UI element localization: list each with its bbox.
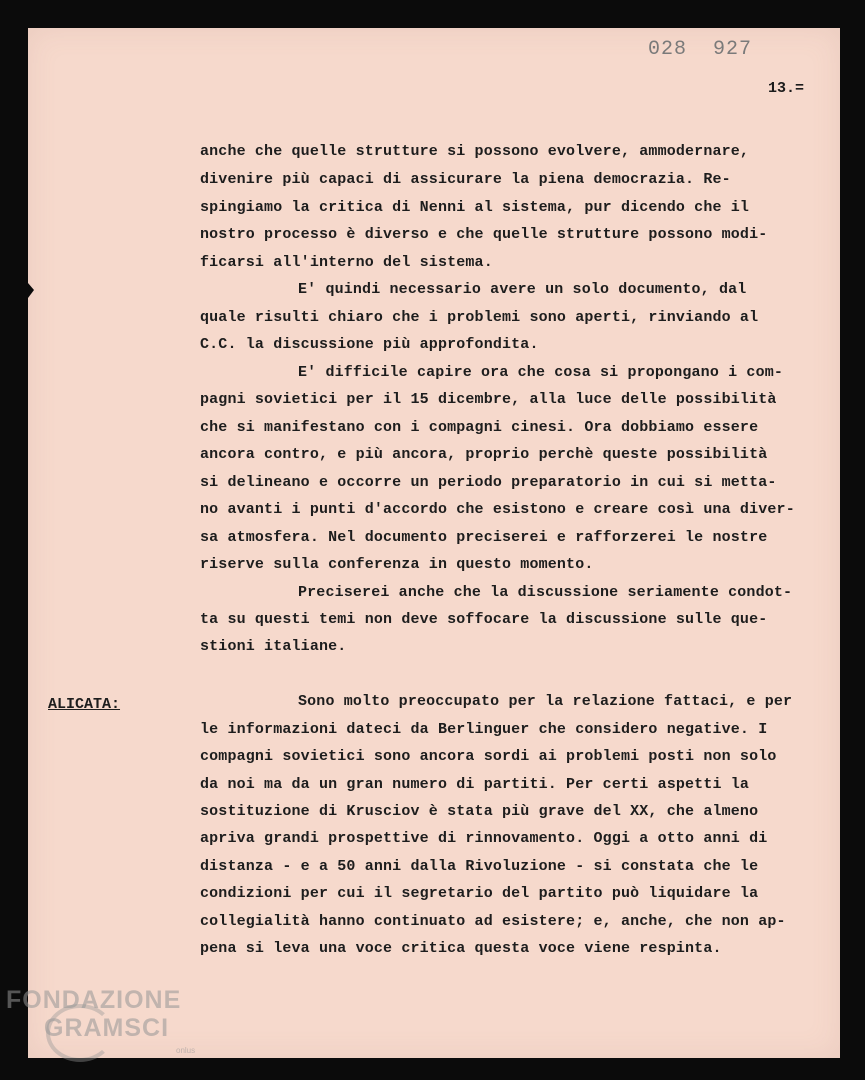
text-line: E' quindi necessario avere un solo documento, dal	[298, 281, 747, 298]
text-line: Preciserei anche che la discussione seriamente condot-	[298, 584, 793, 601]
text-line: ancora contro, e più ancora, proprio perchè queste possibilità	[200, 446, 768, 463]
archive-number-part: 028	[648, 38, 688, 61]
archive-number-part: 927	[713, 38, 753, 61]
text-line: E' difficile capire ora che cosa si propongano i com-	[298, 364, 784, 381]
text-line: nostro processo è diverso e che quelle strutture possono modi-	[200, 226, 768, 243]
fondazione-gramsci-logo	[6, 986, 226, 1066]
text-line: sostituzione di Krusciov è stata più grave del XX, che almeno	[200, 803, 759, 820]
text-line: compagni sovietici sono ancora sordi ai problemi posti non solo	[200, 748, 777, 765]
text-line: spingiamo la critica di Nenni al sistema, pur dicendo che il	[200, 199, 750, 216]
text-line: C.C. la discussione più approfondita.	[200, 336, 539, 353]
text-line: stioni italiane.	[200, 638, 347, 655]
text-line: ta su questi temi non deve soffocare la discussione sulle que-	[200, 611, 768, 628]
text-line: da noi ma da un gran numero di partiti. Per certi aspetti la	[200, 776, 750, 793]
text-line: pena si leva una voce critica questa voce viene respinta.	[200, 940, 722, 957]
speaker-name: ALICATA:	[48, 696, 121, 713]
text-line: collegialità hanno continuato ad esistere; e, anche, che non ap-	[200, 913, 786, 930]
logo-text-line: FONDAZIONE	[6, 986, 182, 1014]
text-line: pagni sovietici per il 15 dicembre, alla luce delle possibilità	[200, 391, 777, 408]
text-line: no avanti i punti d'accordo che esistono e creare così una diver-	[200, 501, 795, 518]
text-line: si delineano e occorre un periodo preparatorio in cui si metta-	[200, 474, 777, 491]
text-line: le informazioni dateci da Berlinguer che considero negative. I	[200, 721, 768, 738]
text-line: apriva grandi prospettive di rinnovamento. Oggi a otto anni di	[200, 830, 768, 847]
logo-text-line: onlus	[176, 1046, 196, 1055]
text-line: ficarsi all'interno del sistema.	[200, 254, 493, 271]
text-line: sa atmosfera. Nel documento preciserei e rafforzerei le nostre	[200, 529, 768, 546]
text-line: anche che quelle strutture si possono evolvere, ammodernare,	[200, 143, 750, 160]
logo-text-line: GRAMSCI	[44, 1014, 170, 1042]
text-line: riserve sulla conferenza in questo momento.	[200, 556, 594, 573]
text-line: quale risulti chiaro che i problemi sono aperti, rinviando al	[200, 309, 759, 326]
text-line: divenire più capaci di assicurare la piena democrazia. Re-	[200, 171, 731, 188]
text-line: Sono molto preoccupato per la relazione fattaci, e per	[298, 693, 793, 710]
text-line: che si manifestano con i compagni cinesi. Ora dobbiamo essere	[200, 419, 759, 436]
text-line: distanza - e a 50 anni dalla Rivoluzione - si constata che le	[200, 858, 759, 875]
text-line: condizioni per cui il segretario del partito può liquidare la	[200, 885, 759, 902]
page-number: 13.=	[768, 80, 805, 97]
archive-number	[648, 38, 778, 61]
